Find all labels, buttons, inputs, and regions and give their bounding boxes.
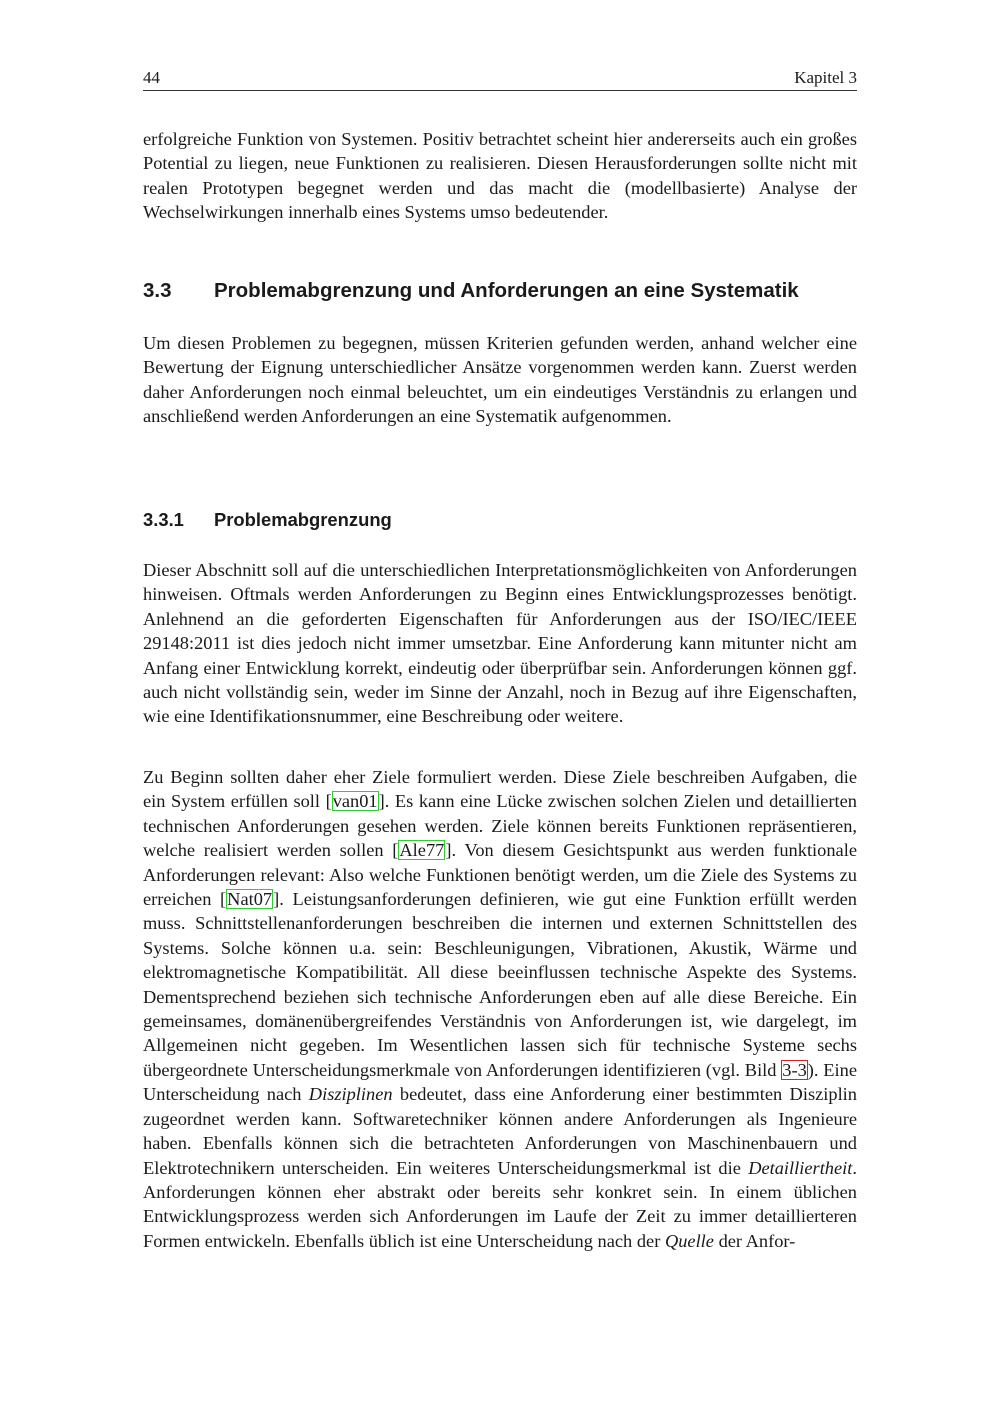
text-run: der Anfor- — [713, 1230, 796, 1251]
citation-link-nat07[interactable]: Nat07 — [227, 889, 273, 910]
subsection-number: 3.3.1 — [143, 509, 184, 530]
text-run: bedeutet, dass eine Anforderung einer bestimmten Disziplin zugeordnet werden kann. Softwaretechniker können andere Anforderungen als Ingenieure haben. Ebenfalls können sich die betrachteten Anforderungen von Maschinenbauern und Elektrotechnikern unterscheiden. Ein weiteres Unterscheidungsmerkmal ist die — [143, 1084, 857, 1178]
text-run: . Anforderungen können eher abstrakt oder bereits sehr konkret sein. In einem üblichen Entwicklungsprozess werden sich Anforderungen im Laufe der Zeit zu immer detaillierteren Formen entwickeln. Ebenfalls üblich ist eine Unterscheidung nach der — [143, 1157, 857, 1251]
citation-link-van01[interactable]: van01 — [332, 791, 378, 812]
subsection-heading — [143, 508, 392, 532]
section-heading — [143, 279, 799, 303]
emphasis-term: Detailliertheit — [748, 1157, 853, 1178]
running-header — [143, 68, 857, 91]
text-run: ]. Es kann eine Lücke zwischen solchen Zielen und detaillierten technischen Anforderungen gesehen werden. Ziele können bereits Funktionen repräsentieren, welche realisiert werden sollen [ — [143, 791, 857, 861]
section-number: 3.3 — [143, 279, 172, 302]
citation-link-ale77[interactable]: Ale77 — [399, 840, 445, 861]
subsection-title: Problemabgrenzung — [214, 509, 392, 530]
text-run: Zu Beginn sollten daher eher Ziele formuliert werden. Diese Ziele beschreiben Aufgaben, die ein System erfüllen soll [ — [143, 767, 857, 812]
subsection-paragraph-1: Dieser Abschnitt soll auf die unterschiedlichen Interpretationsmöglichkeiten von Anforderungen hinweisen. Oftmals werden Anforderungen zu Beginn eines Entwicklungsprozesses benötigt. Anlehnend an die geforderten Eigenschaften für Anforderungen aus der ISO/IEC/IEEE 29148:2011 ist dies jedoch nicht immer umsetzbar. Eine Anforderung kann mitunter nicht am Anfang einer Entwicklung korrekt, eindeutig oder überprüfbar sein. Anforderungen können ggf. auch nicht vollständig sein, weder im Sinne der Anzahl, noch in Bezug auf ihre Eigenschaften, wie eine Identifikationsnummer, eine Beschreibung oder weitere. — [143, 560, 857, 727]
figure-reference-link[interactable]: 3-3 — [782, 1059, 807, 1080]
section-paragraph: Um diesen Problemen zu begegnen, müssen Kriterien gefunden werden, anhand welcher eine Bewertung der Eignung unterschiedlicher Ansätze vorgenommen werden kann. Zuerst werden daher Anforderungen noch einmal beleuchtet, um ein eindeutiges Verständnis zu erlangen und anschließend werden Anforderungen an eine Systematik aufgenommen. — [143, 333, 857, 427]
text-run: ]. Von diesem Gesichtspunkt aus werden funktionale Anforderungen relevant: Also welche Funktionen benötigt werden, um die Ziele des Systems zu erreichen [ — [143, 840, 857, 910]
chapter-label: Kapitel 3 — [794, 68, 857, 87]
section-title: Problemabgrenzung und Anforderungen an eine Systematik — [214, 279, 799, 302]
subsection-paragraph-2 — [143, 765, 857, 1253]
emphasis-term: Disziplinen — [308, 1084, 393, 1105]
intro-paragraph: erfolgreiche Funktion von Systemen. Positiv betrachtet scheint hier andererseits auch ein großes Potential zu liegen, neue Funktionen zu realisieren. Diesen Herausforderungen sollte nicht mit realen Prototypen begegnet werden und das macht die (modellbasierte) Analyse der Wechselwirkungen innerhalb eines Systems umso bedeutender. — [143, 129, 857, 223]
page-number: 44 — [143, 68, 160, 87]
text-run: ]. Leistungsanforderungen definieren, wie gut eine Funktion erfüllt werden muss. Schnittstellenanforderungen beschreiben die internen und externen Schnittstellen des Systems. Solche können u.a. sein: Beschleunigungen, Vibrationen, Akustik, Wärme und elektromagnetische Kompatibilität. All diese beeinflussen technische Aspekte des Systems. Dementsprechend beziehen sich technische Anforderungen eben auf alle diese Bereiche. Ein gemeinsames, domänenübergreifendes Verständnis von Anforderungen ist, wie dargelegt, im Allgemeinen nicht gegeben. Im Wesentlichen lassen sich für technische Systeme sechs übergeordnete Unterscheidungsmerkmale von Anforderungen identifizieren (vgl. Bild — [143, 889, 857, 1080]
text-run: ). Eine Unterscheidung nach — [143, 1059, 857, 1105]
emphasis-term: Quelle — [664, 1230, 714, 1251]
